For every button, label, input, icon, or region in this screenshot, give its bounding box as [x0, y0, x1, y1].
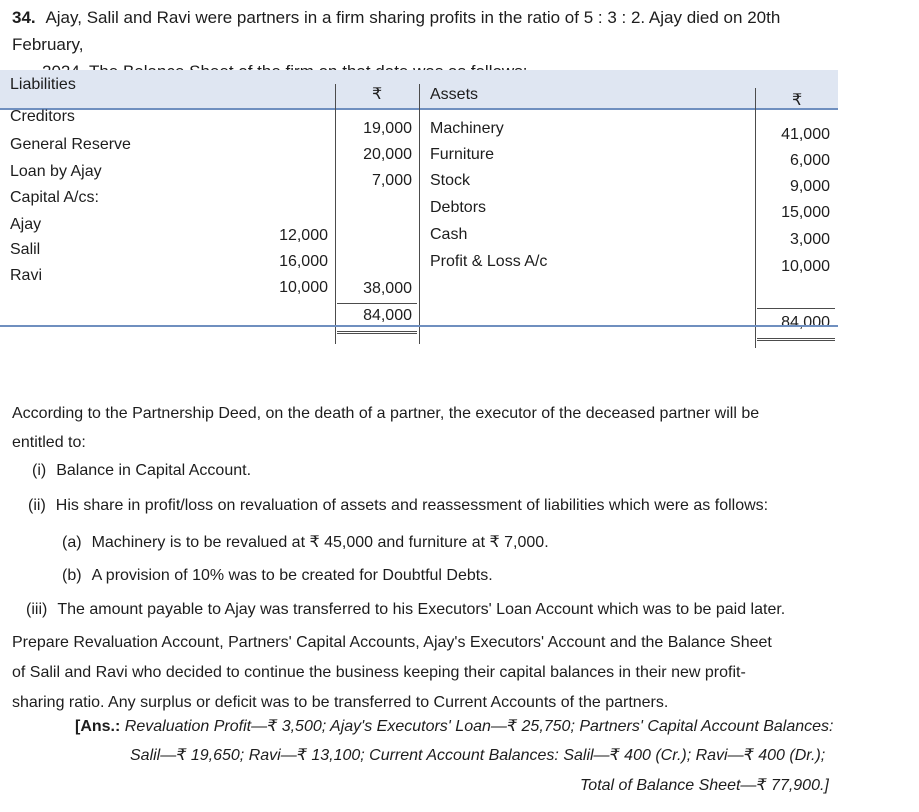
answer-text-1: Revaluation Profit—₹ 3,500; Ajay's Executors' Loan—₹ 25,750; Partners' Capital Account Balances: [124, 718, 834, 735]
clause-number: (iii) [26, 601, 48, 618]
asset-label: Cash [430, 226, 468, 243]
capital-sub-amount: 16,000 [279, 253, 328, 270]
prepare-line-1: Prepare Revaluation Account, Partners' Capital Accounts, Ajay's Executors' Account and the Balance Sheet [12, 634, 772, 651]
clause-number: (b) [62, 567, 82, 584]
total-rule-left [337, 303, 417, 304]
asset-amount: 9,000 [789, 178, 830, 195]
liability-amount: 20,000 [363, 146, 412, 163]
header-assets: Assets [430, 86, 479, 103]
clause-iii [26, 601, 785, 619]
clause-b [62, 567, 493, 585]
clause-number: (a) [62, 534, 82, 551]
header-rupee-assets: ₹ [792, 92, 803, 109]
asset-amount: 15,000 [781, 204, 830, 221]
answer-line-3: Total of Balance Sheet—₹ 77,900.] [580, 777, 829, 794]
liability-amount: 38,000 [363, 280, 412, 297]
clause-text: Machinery is to be revalued at ₹ 45,000 and furniture at ₹ 7,000. [91, 534, 549, 551]
total-liabilities: 84,000 [363, 307, 412, 324]
intro-line-1: According to the Partnership Deed, on the death of a partner, the executor of the deceased partner will be [12, 405, 760, 422]
table-bottom-border [0, 325, 838, 327]
liability-label: Creditors [10, 108, 75, 125]
prepare-line-3: sharing ratio. Any surplus or deficit was to be transferred to Current Accounts of the partners. [12, 694, 669, 711]
liability-amount: 19,000 [363, 120, 412, 137]
liability-amount: 7,000 [371, 172, 412, 189]
liability-label: General Reserve [10, 136, 131, 153]
asset-label: Stock [430, 172, 471, 189]
asset-label: Furniture [430, 146, 495, 163]
column-divider [755, 88, 756, 348]
asset-amount: 10,000 [781, 258, 830, 275]
header-rupee-liabilities: ₹ [372, 86, 383, 103]
double-rule-left [337, 331, 417, 334]
header-liabilities: Liabilities [10, 76, 76, 93]
liability-label: Loan by Ajay [10, 163, 102, 180]
answer-line-2: Salil—₹ 19,650; Ravi—₹ 13,100; Current Account Balances: Salil—₹ 400 (Cr.); Ravi—₹ 400 (Dr.); [130, 747, 826, 764]
prepare-line-2: of Salil and Ravi who decided to continue the business keeping their capital balances in their new profit- [12, 664, 746, 681]
asset-amount: 41,000 [781, 126, 830, 143]
asset-amount: 3,000 [789, 231, 830, 248]
asset-label: Profit & Loss A/c [430, 253, 548, 270]
asset-label: Debtors [430, 199, 487, 216]
column-divider [335, 84, 336, 344]
question-line-1: Ajay, Salil and Ravi were partners in a firm sharing profits in the ratio of 5 : 3 : 2. Ajay died on 20th February, [12, 8, 781, 54]
prepare-paragraph [12, 628, 842, 718]
liability-label: Salil [10, 241, 41, 258]
clause-i [32, 462, 251, 480]
capital-sub-amount: 12,000 [279, 227, 328, 244]
clause-number: (i) [32, 462, 47, 479]
total-assets: 84,000 [781, 314, 830, 331]
answer-label: [Ans.: [75, 718, 121, 735]
double-rule-right [757, 338, 835, 341]
clause-text: The amount payable to Ajay was transferred to his Executors' Loan Account which was to be paid later. [57, 601, 786, 618]
clause-number: (ii) [28, 497, 46, 514]
clause-ii [28, 497, 768, 515]
capital-sub-amount: 10,000 [279, 279, 328, 296]
clause-a [62, 532, 549, 552]
liability-label: Capital A/cs: [10, 189, 99, 206]
total-rule-right [757, 308, 835, 309]
balance-sheet-table [0, 70, 838, 350]
intro-paragraph [12, 399, 842, 457]
asset-label: Machinery [430, 120, 504, 137]
clause-text: His share in profit/loss on revaluation of assets and reassessment of liabilities which were as follows: [55, 497, 769, 514]
intro-line-2: entitled to: [12, 434, 86, 451]
liability-label: Ravi [10, 267, 43, 284]
clause-text: A provision of 10% was to be created for Doubtful Debts. [91, 567, 493, 584]
clause-text: Balance in Capital Account. [56, 462, 252, 479]
liability-label: Ajay [10, 216, 42, 233]
question-number: 34. [12, 8, 36, 27]
asset-amount: 6,000 [789, 152, 830, 169]
answer-line-1 [75, 716, 834, 736]
column-divider [419, 84, 420, 344]
